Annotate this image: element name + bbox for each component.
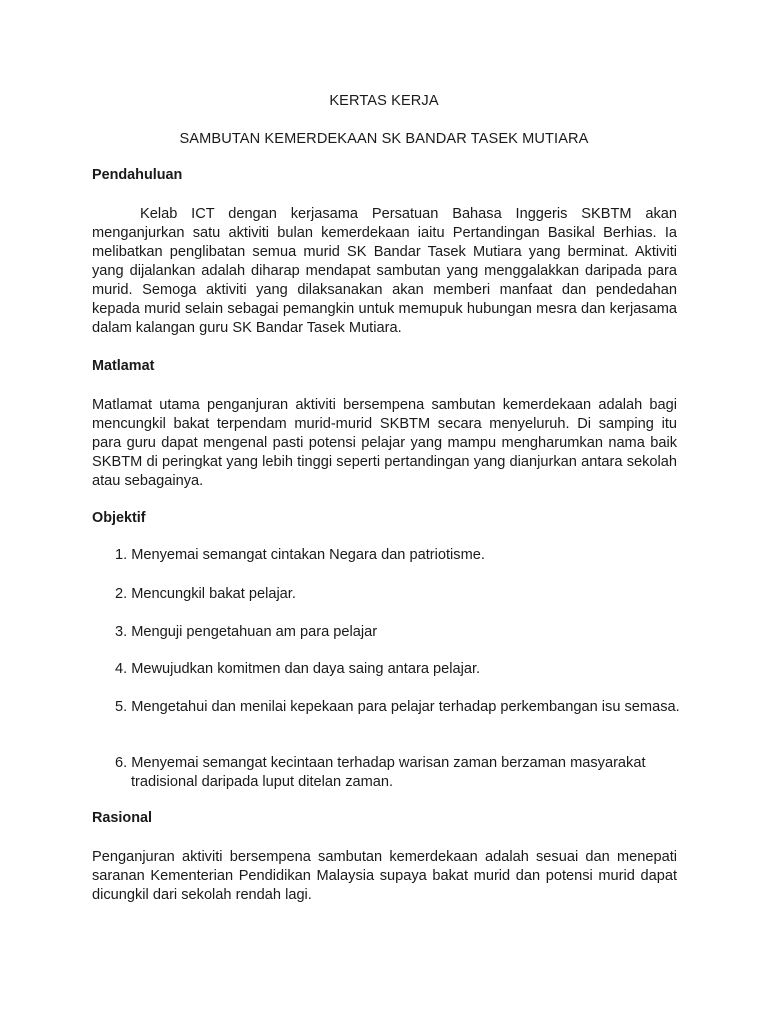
document-title: KERTAS KERJA (329, 93, 439, 109)
section-body-rasional: Penganjuran aktiviti bersempena sambutan kemerdekaan adalah sesuai dan menepati saranan Kementerian Pendidikan Malaysia supaya bakat murid dan potensi murid dapat dicungkil dari sekolah rendah lagi. (92, 849, 677, 903)
section-heading-pendahuluan: Pendahuluan (92, 167, 183, 183)
objective-item: 2. Mencungkil bakat pelajar. (115, 586, 296, 602)
section-heading-rasional: Rasional (92, 810, 152, 826)
section-body-pendahuluan: Kelab ICT dengan kerjasama Persatuan Bahasa Inggeris SKBTM akan menganjurkan satu aktiviti bulan kemerdekaan iaitu Pertandingan Basikal Berhias. Ia melibatkan penglibatan semua murid SK Bandar Tasek Mutiara yang berminat. Aktiviti yang dijalankan adalah diharap mendapat sambutan yang menggalakkan daripada para murid. Semoga aktiviti yang dilaksanakan akan memberi manfaat dan pendedahan kepada murid selain sebagai pemangkin untuk memupuk hubungan mesra dan kerjasama dalam kalangan guru SK Bandar Tasek Mutiara. (92, 206, 677, 336)
objective-item: 6. Menyemai semangat kecintaan terhadap warisan zaman berzaman masyarakat tradisional daripada luput ditelan zaman. (115, 755, 646, 790)
document-subtitle: SAMBUTAN KEMERDEKAAN SK BANDAR TASEK MUTIARA (179, 131, 589, 147)
section-body-matlamat: Matlamat utama penganjuran aktiviti bersempena sambutan kemerdekaan adalah bagi mencungkil bakat terpendam murid-murid SKBTM secara menyeluruh. Di samping itu para guru dapat mengenal pasti potensi pelajar yang mampu mengharumkan nama baik SKBTM di peringkat yang lebih tinggi seperti pertandingan yang dianjurkan antara sekolah atau sebagainya. (92, 397, 677, 489)
objective-item: 5. Mengetahui dan menilai kepekaan para pelajar terhadap perkembangan isu semasa. (115, 699, 680, 715)
section-heading-objektif: Objektif (92, 510, 146, 526)
objective-item: 4. Mewujudkan komitmen dan daya saing antara pelajar. (115, 661, 481, 677)
objective-item: 1. Menyemai semangat cintakan Negara dan patriotisme. (115, 547, 485, 563)
objective-item: 3. Menguji pengetahuan am para pelajar (115, 624, 378, 640)
section-heading-matlamat: Matlamat (92, 358, 155, 374)
